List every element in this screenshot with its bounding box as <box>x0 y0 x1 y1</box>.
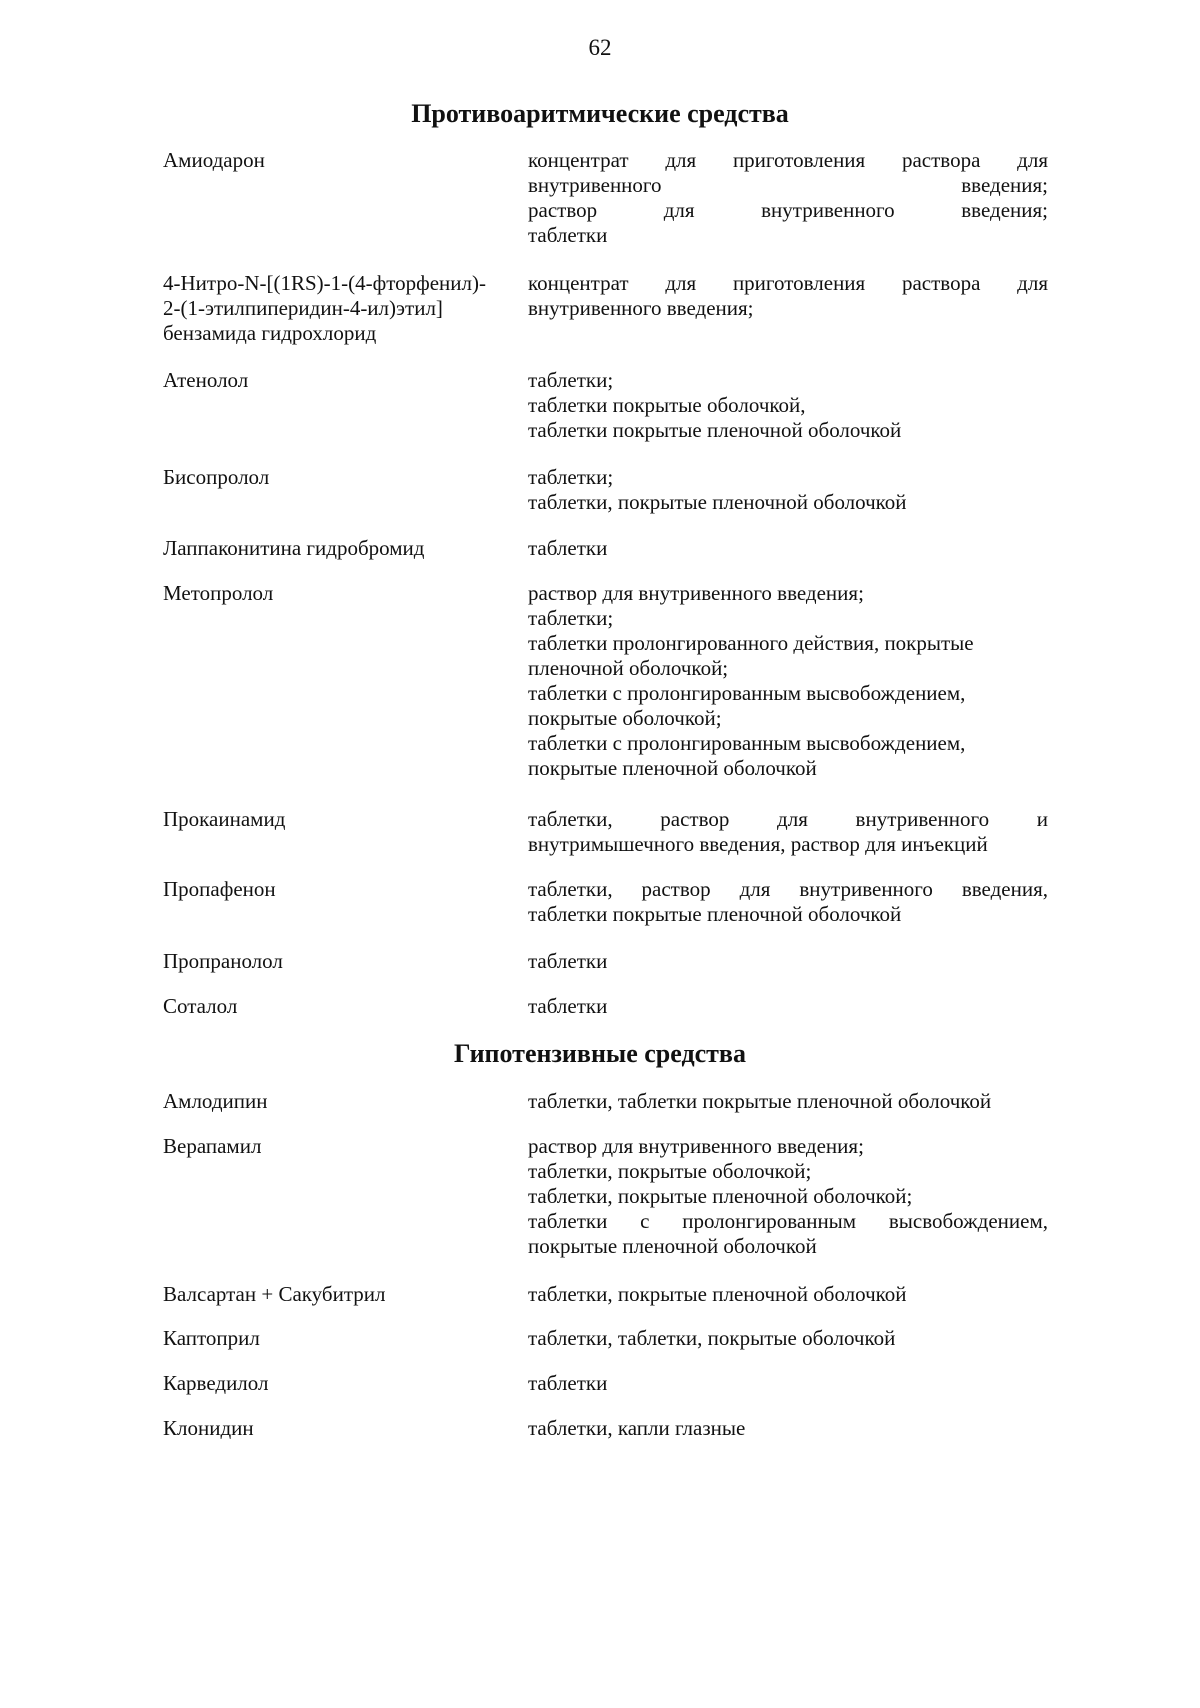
dosage-form-line: таблетки покрытые пленочной оболочкой <box>528 902 902 926</box>
dosage-forms <box>528 581 1048 781</box>
dosage-form-line: таблетки, покрытые пленочной оболочкой; <box>528 1184 913 1208</box>
drug-name <box>163 581 523 606</box>
drug-name <box>163 1416 523 1441</box>
drug-name-line: Прокаинамид <box>163 807 286 831</box>
dosage-form-line: таблетки <box>528 536 608 560</box>
drug-name-line: Соталол <box>163 994 238 1018</box>
drug-name <box>163 1089 523 1114</box>
dosage-form-line: таблетки с пролонгированным высвобождением, <box>528 731 966 755</box>
drug-name-line: Пропафенон <box>163 877 276 901</box>
dosage-form-line: таблетки, покрытые оболочкой; <box>528 1159 812 1183</box>
dosage-form-line: таблетки <box>528 223 608 247</box>
dosage-forms <box>528 1326 1048 1351</box>
dosage-form-line: покрытые оболочкой; <box>528 706 722 730</box>
drug-name-line: Верапамил <box>163 1134 262 1158</box>
dosage-form-line: таблетки с пролонгированным высвобождением, <box>528 681 966 705</box>
dosage-form-line: таблетки, таблетки, покрытые оболочкой <box>528 1326 896 1350</box>
drug-name-line: Пропранолол <box>163 949 283 973</box>
dosage-form-line: таблетки, раствор для внутривенного введения, <box>528 877 1048 901</box>
dosage-forms <box>528 148 1048 248</box>
drug-name <box>163 949 523 974</box>
dosage-forms <box>528 465 1048 515</box>
drug-name-line: Атенолол <box>163 368 249 392</box>
dosage-form-line: таблетки, раствор для внутривенного и <box>528 807 1048 831</box>
drug-name <box>163 536 523 561</box>
dosage-form-line: раствор для внутривенного введения; <box>528 198 1048 222</box>
dosage-form-line: внутримышечного введения, раствор для инъекций <box>528 832 988 856</box>
dosage-form-line: пленочной оболочкой; <box>528 656 729 680</box>
drug-name-line: бензамида гидрохлорид <box>163 321 377 345</box>
section-title-antihypertensive: Гипотензивные средства <box>454 1039 746 1068</box>
drug-name <box>163 465 523 490</box>
drug-name <box>163 994 523 1019</box>
dosage-form-line: концентрат для приготовления раствора для <box>528 271 1048 295</box>
dosage-forms <box>528 368 1048 443</box>
dosage-forms <box>528 536 1048 561</box>
dosage-form-line: покрытые пленочной оболочкой <box>528 1234 817 1258</box>
drug-name-line: Амлодипин <box>163 1089 268 1113</box>
dosage-form-line: внутривенного введения; <box>528 173 1048 197</box>
dosage-forms <box>528 1282 1048 1307</box>
drug-name-line: Карведилол <box>163 1371 269 1395</box>
drug-name <box>163 368 523 393</box>
drug-name-line: Амиодарон <box>163 148 265 172</box>
dosage-form-line: таблетки, капли глазные <box>528 1416 746 1440</box>
dosage-form-line: раствор для внутривенного введения; <box>528 1134 864 1158</box>
dosage-form-line: таблетки, таблетки покрытые пленочной оболочкой <box>528 1089 992 1113</box>
dosage-form-line: покрытые пленочной оболочкой <box>528 756 817 780</box>
section-title-antiarrhythmic: Противоаритмические средства <box>411 99 789 128</box>
dosage-form-line: таблетки; <box>528 368 614 392</box>
drug-name <box>163 1282 523 1307</box>
dosage-forms <box>528 271 1048 321</box>
drug-name <box>163 1134 523 1159</box>
drug-name-line: Каптоприл <box>163 1326 260 1350</box>
dosage-form-line: внутривенного введения; <box>528 296 754 320</box>
page-number: 62 <box>588 35 612 60</box>
dosage-form-line: таблетки, покрытые пленочной оболочкой <box>528 1282 907 1306</box>
drug-name-line: Бисопролол <box>163 465 270 489</box>
dosage-form-line: раствор для внутривенного введения; <box>528 581 864 605</box>
drug-name <box>163 1371 523 1396</box>
drug-name-line: 4-Нитро-N-[(1RS)-1-(4-фторфенил)- <box>163 271 486 295</box>
dosage-forms <box>528 1371 1048 1396</box>
drug-name-line: 2-(1-этилпиперидин-4-ил)этил] <box>163 296 443 320</box>
drug-name-line: Метопролол <box>163 581 274 605</box>
dosage-forms <box>528 994 1048 1019</box>
dosage-form-line: таблетки <box>528 949 608 973</box>
dosage-forms <box>528 877 1048 927</box>
drug-name <box>163 148 523 173</box>
drug-name-line: Лаппаконитина гидробромид <box>163 536 425 560</box>
dosage-forms <box>528 1134 1048 1259</box>
dosage-form-line: таблетки; <box>528 606 614 630</box>
dosage-forms <box>528 949 1048 974</box>
dosage-form-line: таблетки пролонгированного действия, покрытые <box>528 631 974 655</box>
dosage-form-line: таблетки; <box>528 465 614 489</box>
dosage-form-line: таблетки с пролонгированным высвобождением, <box>528 1209 1048 1233</box>
dosage-form-line: концентрат для приготовления раствора для <box>528 148 1048 172</box>
drug-name-line: Валсартан + Сакубитрил <box>163 1282 386 1306</box>
dosage-forms <box>528 807 1048 857</box>
dosage-form-line: таблетки <box>528 994 608 1018</box>
dosage-forms <box>528 1416 1048 1441</box>
drug-name <box>163 271 523 346</box>
drug-name-line: Клонидин <box>163 1416 254 1440</box>
dosage-form-line: таблетки <box>528 1371 608 1395</box>
dosage-form-line: таблетки покрытые оболочкой, <box>528 393 806 417</box>
dosage-forms <box>528 1089 1048 1114</box>
drug-name <box>163 807 523 832</box>
dosage-form-line: таблетки, покрытые пленочной оболочкой <box>528 490 907 514</box>
drug-name <box>163 877 523 902</box>
drug-name <box>163 1326 523 1351</box>
dosage-form-line: таблетки покрытые пленочной оболочкой <box>528 418 902 442</box>
